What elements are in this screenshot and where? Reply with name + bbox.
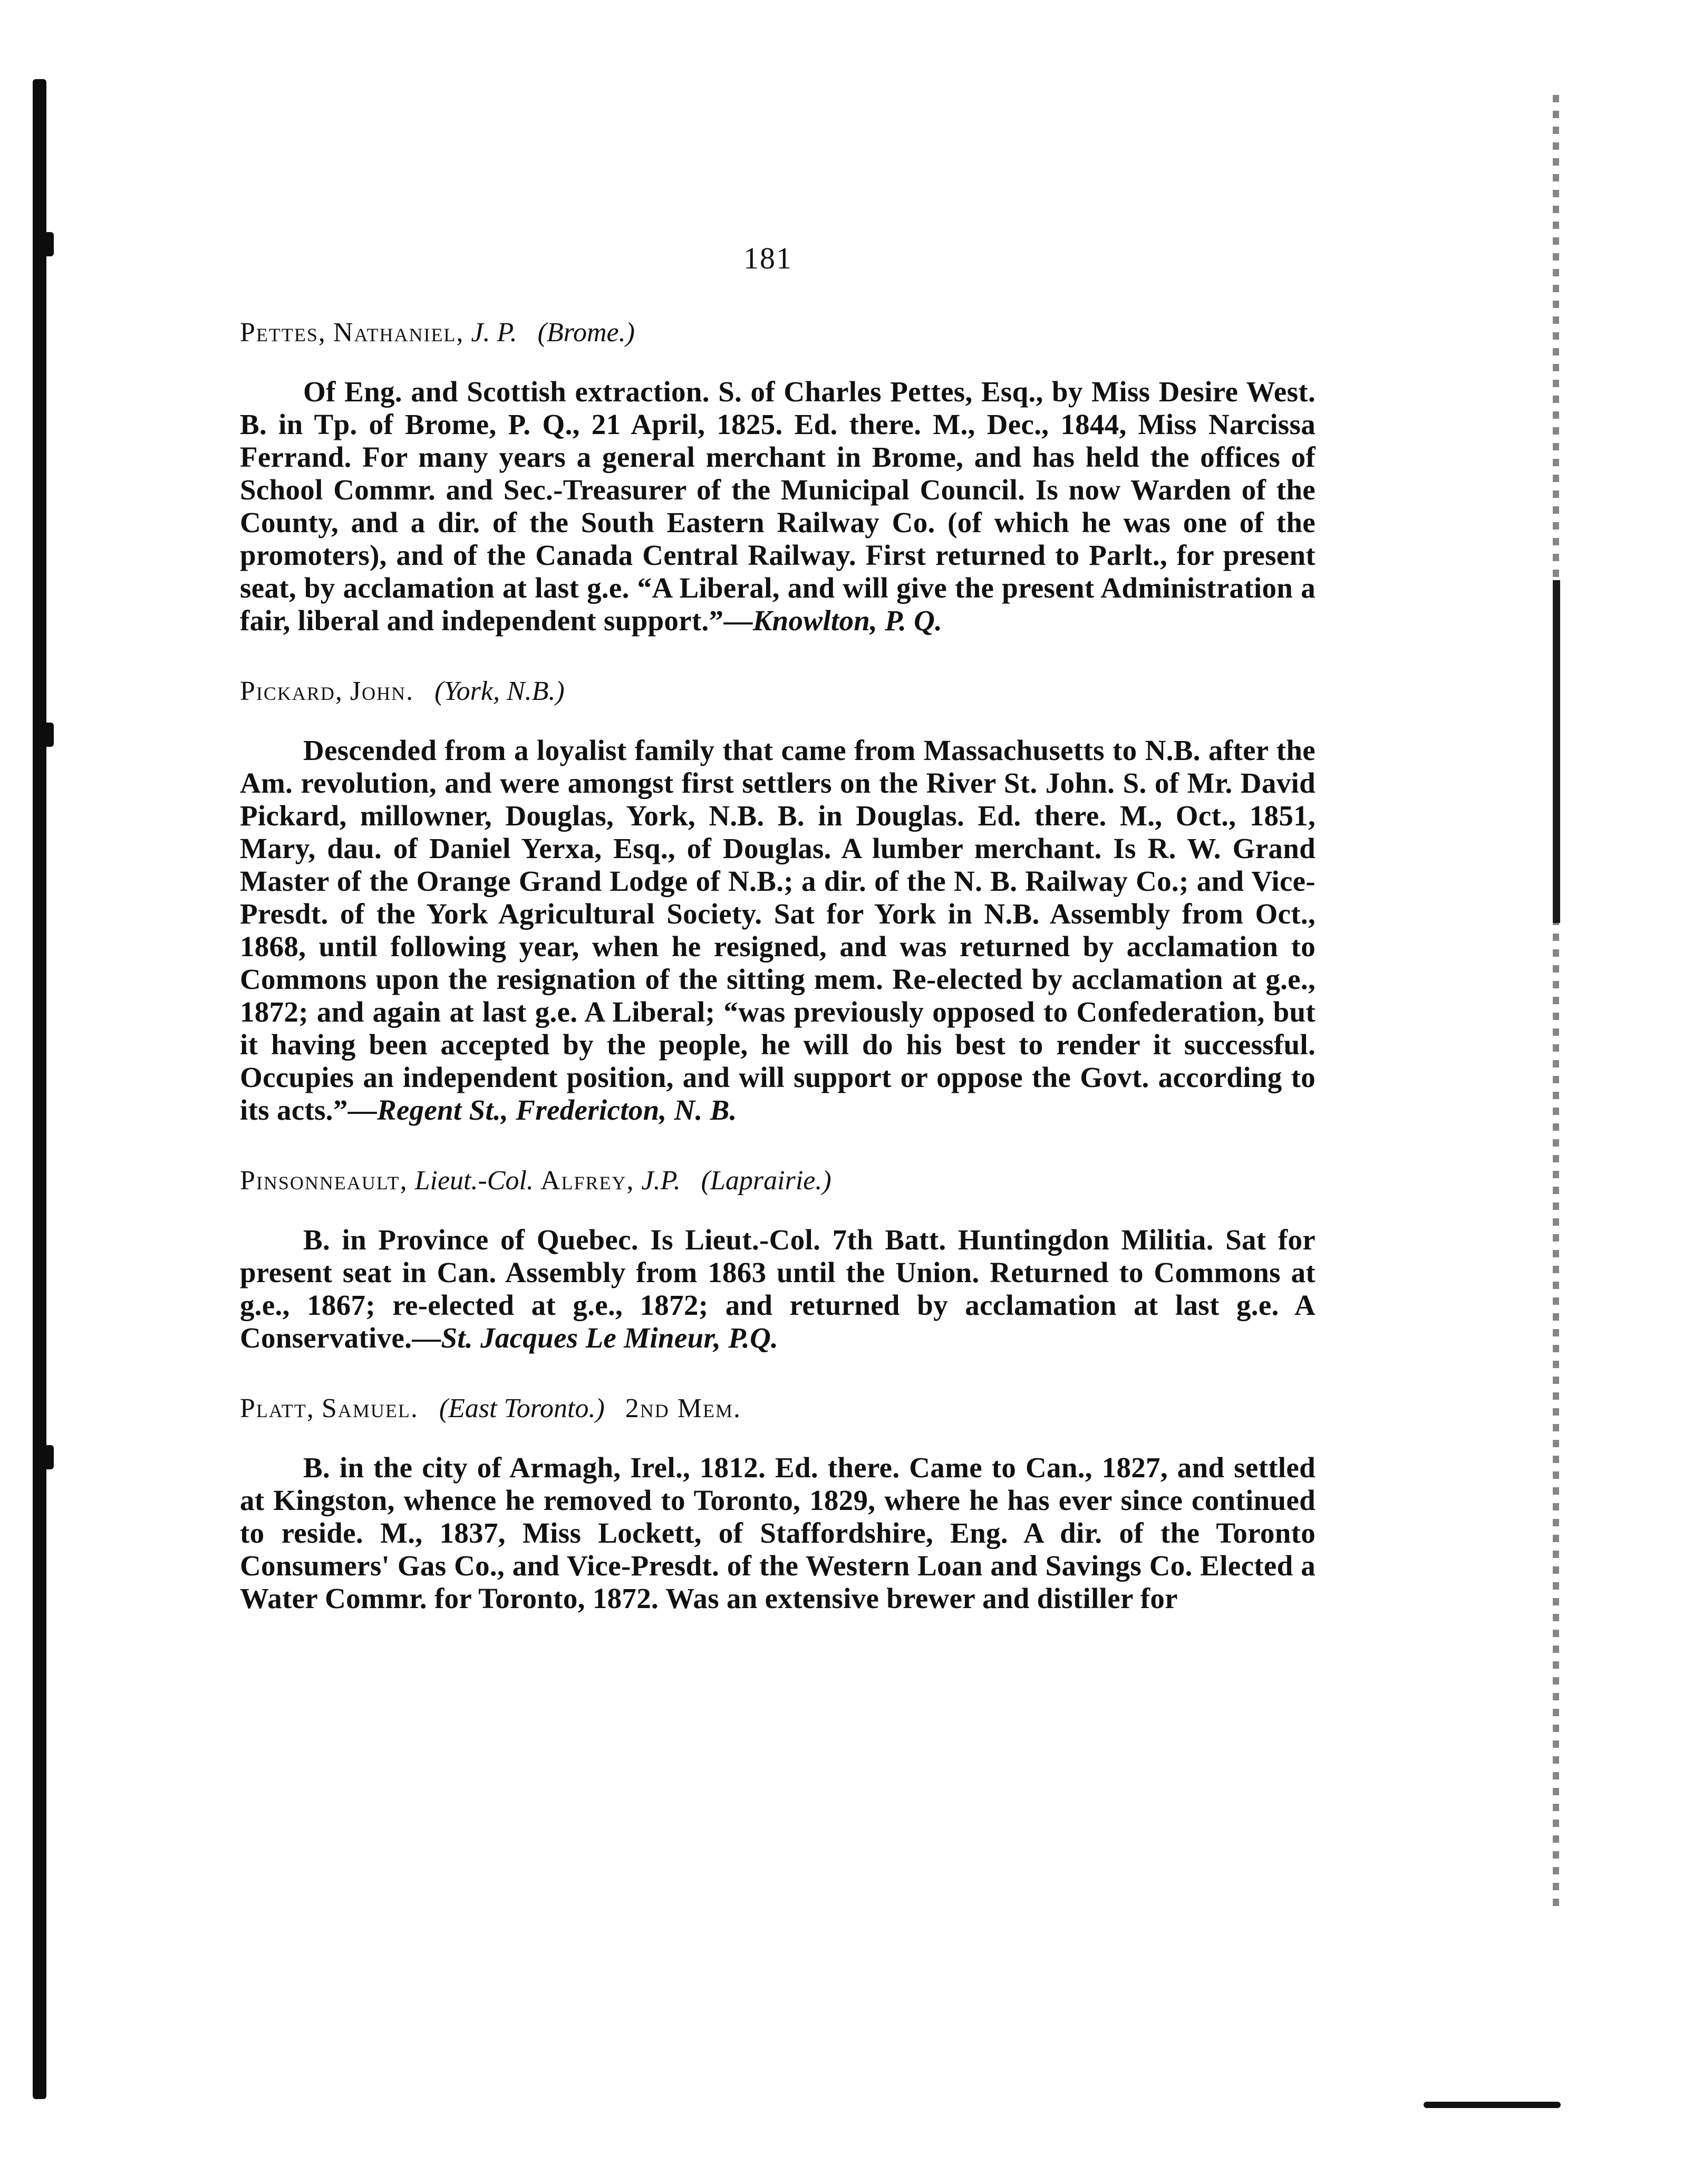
entry-surname: Pettes, [240, 318, 326, 348]
page-content [240, 316, 1316, 1615]
binding-notch-artifact [33, 232, 54, 256]
binding-notch-artifact [33, 1445, 54, 1469]
right-edge-artifact [1553, 95, 1559, 1914]
entry-riding: (York, N.B.) [434, 676, 565, 706]
binding-edge-artifact [33, 79, 46, 2099]
entry-biography [240, 376, 1316, 637]
entry-given-name: Nathaniel, [333, 318, 465, 348]
biography-entry [240, 675, 1316, 1127]
entry-given-name: Alfrey, [540, 1166, 635, 1196]
entry-bio-text: B. in Province of Quebec. Is Lieut.-Col. 7th Batt. Huntingdon Militia. Sat for present seat in Can. Assembly from 1863 until the Union. Returned to Commons at g.e., 1867; re-elected at g.e., 1872; and returned by acclamation at last g.e. A Conservative.— [240, 1224, 1316, 1354]
entry-biography [240, 1224, 1316, 1354]
entry-surname: Platt, [240, 1393, 315, 1423]
entry-riding: (Brome.) [537, 318, 635, 348]
entry-surname: Pinsonneault, [240, 1166, 408, 1196]
entry-address: St. Jacques Le Mineur, P.Q. [441, 1322, 779, 1354]
entry-given-name: John. [350, 676, 414, 706]
entry-rank: Lieut.-Col. [414, 1166, 534, 1196]
entry-heading [240, 316, 1316, 349]
entry-bio-text: Of Eng. and Scottish extraction. S. of Charles Pettes, Esq., by Miss Desire West. B. in Tp. of Brome, P. Q., 21 April, 1825. Ed. there. M., Dec., 1844, Miss Narcissa Ferrand. For many years a general merchant in Brome, and has held the offices of School Commr. and Sec.-Treasurer of the Municipal Council. Is now Warden of the County, and a dir. of the South Eastern Railway Co. (of which he was one of the promoters), and of the Canada Central Railway. First returned to Parlt., for present seat, by acclamation at last g.e. “A Liberal, and will give the present Administration a fair, liberal and independent support.”— [240, 376, 1316, 637]
entry-title: J.P. [641, 1166, 681, 1196]
entry-heading [240, 1392, 1316, 1425]
entry-given-name: Samuel. [321, 1393, 419, 1423]
entry-address: Regent St., Fredericton, N. B. [376, 1094, 737, 1126]
entry-bio-text: B. in the city of Armagh, Irel., 1812. Ed. there. Came to Can., 1827, and settled at Kingston, whence he removed to Toronto, 1829, where he has ever since continued to reside. M., 1837, Miss Lockett, of Staffordshire, Eng. A dir. of the Toronto Consumers' Gas Co., and Vice-Presdt. of the Western Loan and Savings Co. Elected a Water Commr. for Toronto, 1872. Was an extensive brewer and distiller for [240, 1451, 1316, 1614]
entry-title: J. P. [471, 318, 517, 348]
entry-address: Knowlton, P. Q. [752, 604, 943, 637]
binding-notch-artifact [33, 723, 54, 747]
biography-entry [240, 316, 1316, 637]
right-edge-artifact [1553, 580, 1560, 923]
entry-biography [240, 1451, 1316, 1615]
entry-heading [240, 1165, 1316, 1197]
entry-member-note: 2nd Mem. [625, 1393, 742, 1423]
entry-surname: Pickard, [240, 676, 343, 706]
biography-entry [240, 1392, 1316, 1615]
entry-heading [240, 675, 1316, 708]
entry-riding: (Laprairie.) [701, 1166, 831, 1196]
bottom-stroke-artifact [1424, 2102, 1561, 2108]
entry-bio-text: Descended from a loyalist family that came from Massachusetts to N.B. after the Am. revolution, and were amongst first settlers on the River St. John. S. of Mr. David Pickard, millowner, Douglas, York, N.B. B. in Douglas. Ed. there. M., Oct., 1851, Mary, dau. of Daniel Yerxa, Esq., of Douglas. A lumber merchant. Is R. W. Grand Master of the Orange Grand Lodge of N.B.; a dir. of the N. B. Railway Co.; and Vice-Presdt. of the York Agricultural Society. Sat for York in N.B. Assembly from Oct., 1868, until following year, when he resigned, and was returned by acclamation to Commons upon the resignation of the sitting mem. Re-elected by acclamation at g.e., 1872; and again at last g.e. A Liberal; “was previously opposed to Confederation, but it having been accepted by the people, he will do his best to render it successful. Occupies an independent position, and will support or oppose the Govt. according to its acts.”— [240, 734, 1316, 1126]
biography-entry [240, 1165, 1316, 1354]
entry-riding: (East Toronto.) [439, 1393, 605, 1423]
page-number: 181 [743, 241, 792, 275]
entry-biography [240, 734, 1316, 1127]
